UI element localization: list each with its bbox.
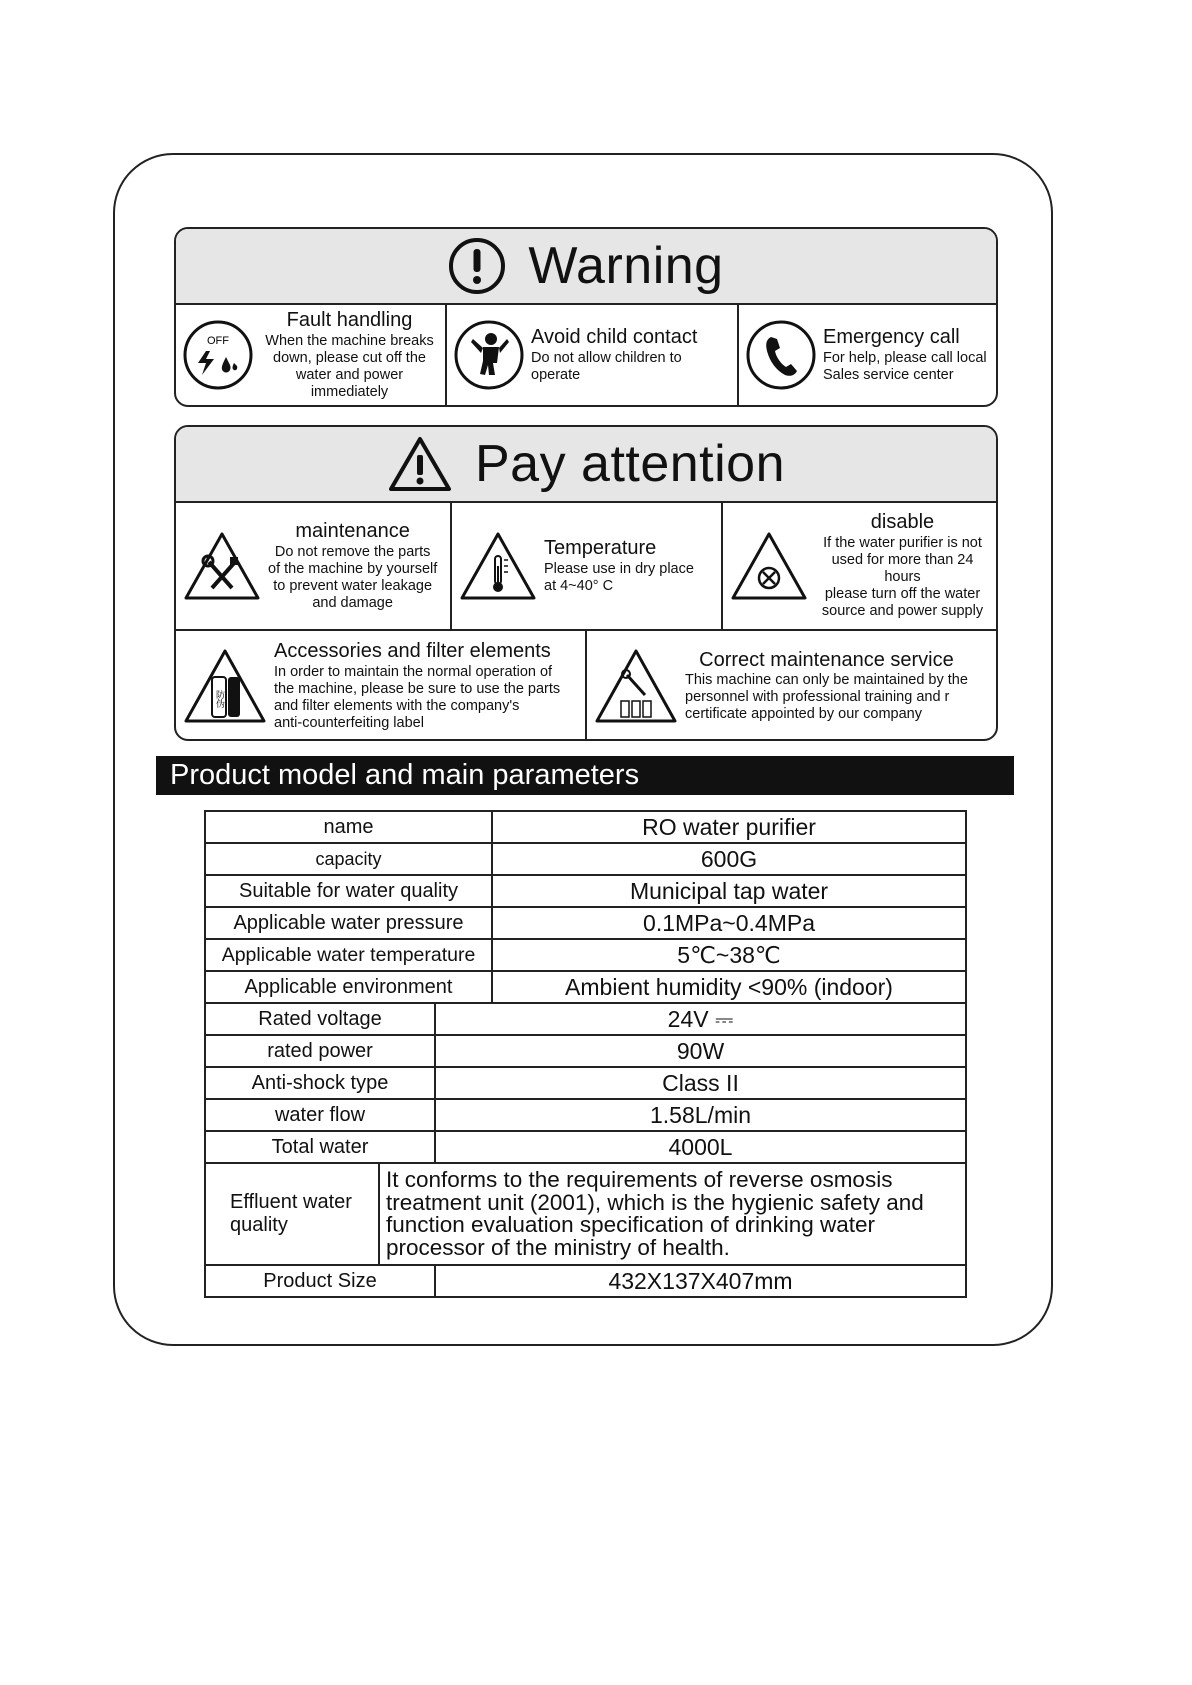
fault-handling-cell [176,305,447,405]
table-row [205,1003,966,1035]
warning-header [176,229,996,305]
param-value: Ambient humidity <90% (indoor) [492,971,966,1003]
exclamation-circle-icon [448,237,506,295]
accessories-line-3: and filter elements with the company's [274,697,520,714]
maintenance-service-line-2: personnel with professional training and r [685,689,950,706]
param-value: 5℃~38℃ [492,939,966,971]
param-label: Rated voltage [205,1003,435,1035]
accessories-cell [176,631,587,741]
table-row [205,939,966,971]
param-label: Applicable water pressure [205,907,492,939]
maintenance-line-4: and damage [312,594,393,611]
param-label: Effluent water quality [205,1163,379,1265]
disable-line-4: source and power supply [821,603,984,620]
param-label: Applicable environment [205,971,492,1003]
accessories-line-2: the machine, please be sure to use the parts [274,680,561,697]
param-value: 24V ⎓ [435,1003,966,1035]
param-label: capacity [205,843,492,875]
maintenance-title: maintenance [295,519,410,542]
warning-triangle-icon [387,435,453,493]
temperature-cell [452,503,723,629]
temperature-line-2: at 4~40° C [544,577,614,594]
tools-triangle-icon [182,530,262,602]
table-row [205,1099,966,1131]
maintenance-service-line-3: certificate appointed by our company [685,706,922,723]
table-row [205,811,966,843]
water-power-off-icon [182,319,254,391]
maintenance-service-title: Correct maintenance service [699,648,954,671]
accessories-title: Accessories and filter elements [274,639,551,662]
off-label: OFF [207,335,229,347]
param-value: It conforms to the requirements of reverse osmosis treatment unit (2001), which is the hygienic safety and function evaluation specification of drinking water processor of the ministry of health. [379,1163,966,1265]
maintenance-line-3: to prevent water leakage [273,577,433,594]
table-row [205,907,966,939]
disable-triangle-icon [729,530,809,602]
disable-line-1: If the water purifier is not [823,535,982,552]
phone-icon [745,319,817,391]
warning-panel [174,227,998,407]
fault-handling-title: Fault handling [286,308,413,331]
param-label: Suitable for water quality [205,875,492,907]
param-value: RO water purifier [492,811,966,843]
service-triangle-icon [593,647,679,725]
disable-cell [723,503,996,629]
emergency-call-cell [739,305,996,405]
emergency-call-line-1: For help, please call local [823,349,987,366]
table-row [205,1131,966,1163]
attention-title: Pay attention [474,435,786,493]
temperature-title: Temperature [544,537,657,560]
param-label: Total water [205,1131,435,1163]
maintenance-service-line-1: This machine can only be maintained by the [685,672,968,689]
maintenance-line-2: of the machine by yourself [268,560,438,577]
fault-handling-line-3: water and power immediately [295,366,404,400]
params-section-title: Product model and main parameters [156,756,1014,795]
warning-title: Warning [528,237,724,295]
maintenance-cell [176,503,452,629]
thermometer-triangle-icon [458,530,538,602]
param-label: water flow [205,1099,435,1131]
disable-line-3: please turn off the water [824,586,981,603]
accessories-line-4: anti-counterfeiting label [274,714,424,731]
anti-counterfeit-label: 防伪 [214,690,224,708]
table-row [205,971,966,1003]
attention-panel [174,425,998,741]
table-row [205,875,966,907]
param-label: Anti-shock type [205,1067,435,1099]
maintenance-line-1: Do not remove the parts [274,543,431,560]
param-label: Applicable water temperature [205,939,492,971]
temperature-line-1: Please use in dry place [544,560,694,577]
accessories-line-1: In order to maintain the normal operation of [274,663,553,680]
params-table [204,810,967,1298]
fault-handling-line-2: down, please cut off the [273,349,426,366]
param-value: 432X137X407mm [435,1265,966,1297]
table-row [205,1067,966,1099]
filter-triangle-icon [182,647,268,725]
param-label: rated power [205,1035,435,1067]
param-value: 90W [435,1035,966,1067]
param-value: 4000L [435,1131,966,1163]
param-value: 1.58L/min [435,1099,966,1131]
disable-title: disable [870,511,935,534]
param-label: name [205,811,492,843]
table-row [205,843,966,875]
child-contact-cell [447,305,739,405]
child-icon [453,319,525,391]
param-value: Class II [435,1067,966,1099]
param-value: 600G [492,843,966,875]
child-contact-line-1: Do not allow children to operate [531,349,682,383]
table-row [205,1163,966,1265]
child-contact-title: Avoid child contact [531,326,698,349]
maintenance-service-cell [587,631,996,741]
emergency-call-line-2: Sales service center [823,366,954,383]
attention-header [176,427,996,503]
table-row [205,1265,966,1297]
fault-handling-line-1: When the machine breaks [265,332,434,349]
param-value: 0.1MPa~0.4MPa [492,907,966,939]
table-row [205,1035,966,1067]
param-value: Municipal tap water [492,875,966,907]
disable-line-2: used for more than 24 hours [831,552,974,586]
emergency-call-title: Emergency call [823,326,960,349]
param-label: Product Size [205,1265,435,1297]
